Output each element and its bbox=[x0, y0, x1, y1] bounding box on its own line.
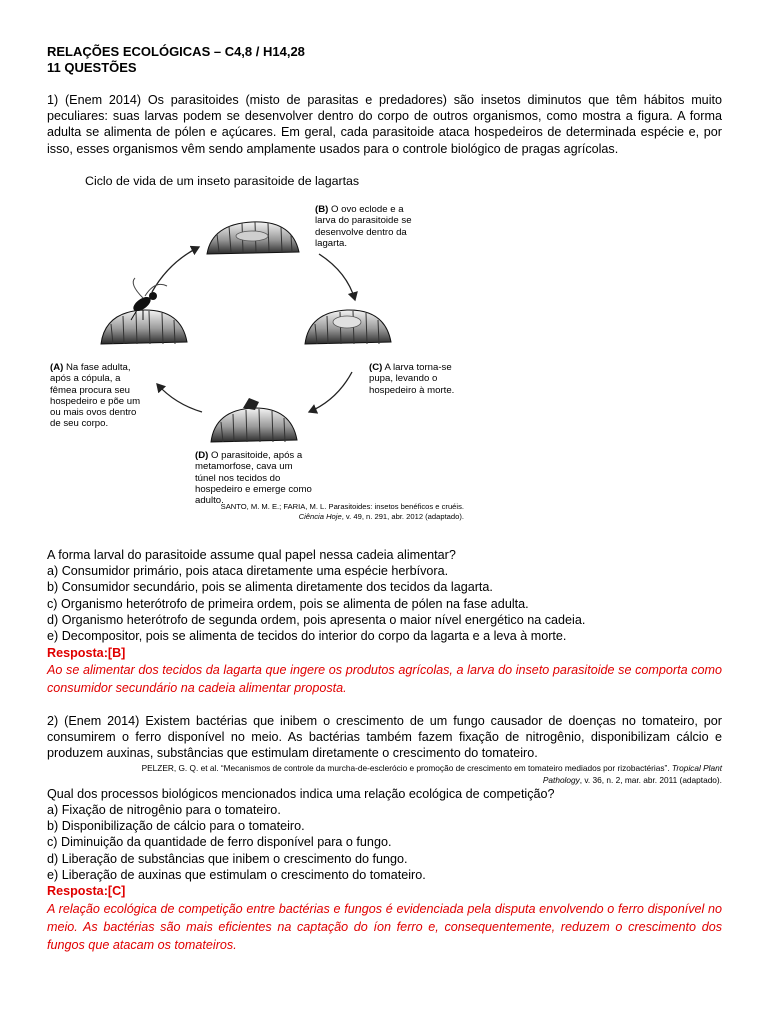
caption-b: (B) O ovo eclode e a larva do parasitoide se desenvolve dentro da lagarta. bbox=[315, 204, 412, 249]
q2-answer-label: Resposta:[C] bbox=[47, 884, 126, 899]
caterpillar-a-icon bbox=[101, 310, 187, 344]
q1-option-c: c) Organismo heterótrofo de primeira ordem, pois se alimenta de pólen na fase adulta. bbox=[47, 596, 529, 611]
life-cycle-figure bbox=[47, 172, 722, 524]
q2-option-d: d) Liberação de substâncias que inibem o crescimento do fungo. bbox=[47, 851, 408, 866]
cycle-arrow-d-a bbox=[157, 384, 202, 412]
q1-answer-text: Ao se alimentar dos tecidos da lagarta que ingere os produtos agrícolas, a larva do inseto parasitoide se comporta como consumidor secundário na cadeia alimentar proposta. bbox=[47, 662, 722, 695]
question-count: 11 QUESTÕES bbox=[47, 60, 137, 75]
cycle-arrow-c-d bbox=[309, 372, 352, 412]
q1-answer-label: Resposta:[B] bbox=[47, 645, 126, 660]
q2-intro: 2) (Enem 2014) Existem bactérias que inibem o crescimento de um fungo causador de doenças no tomateiro, por consumirem o ferro disponível no meio. As bactérias também fazem fixação de nitrogênio, disponibilizam cálcio e produzem auxinas, substâncias que estimulam diretamente o crescimento do tomateiro. bbox=[47, 713, 722, 761]
q1-option-d: d) Organismo heterótrofo de segunda ordem, pois apresenta o maior nível energético na cadeia. bbox=[47, 613, 586, 627]
q2-option-e: e) Liberação de auxinas que estimulam o crescimento do tomateiro. bbox=[47, 867, 426, 882]
q1-option-a: a) Consumidor primário, pois ataca diretamente uma espécie herbívora. bbox=[47, 564, 449, 579]
q2-option-c: c) Diminuição da quantidade de ferro disponível para o fungo. bbox=[47, 835, 392, 850]
document-title: RELAÇÕES ECOLÓGICAS – C4,8 / H14,28 bbox=[47, 44, 305, 59]
q2-option-b: b) Disponibilização de cálcio para o tomateiro. bbox=[47, 819, 305, 834]
q2-question: Qual dos processos biológicos mencionados indica uma relação ecológica de competição? bbox=[47, 786, 555, 801]
caption-a: (A) Na fase adulta, após a cópula, a fêmea procura seu hospedeiro e põe um ou mais ovos dentro de seu corpo. bbox=[50, 362, 141, 430]
q2-reference: PELZER, G. Q. et al. “Mecanismos de controle da murcha-de-esclerócio e promoção de crescimento em tomateiro mediados por rizobactérias”. Tropical Plant Pathology, v. 36, n. 2, mar. abr. 2011 (adaptado). bbox=[141, 762, 722, 785]
q1-option-b: b) Consumidor secundário, pois se alimenta diretamente dos tecidos da lagarta. bbox=[47, 580, 493, 595]
q1-question: A forma larval do parasitoide assume qual papel nessa cadeia alimentar? bbox=[47, 547, 456, 562]
caterpillar-c-icon bbox=[305, 310, 391, 344]
cycle-arrow-a-b bbox=[152, 247, 199, 292]
cycle-arrow-b-c bbox=[319, 254, 355, 300]
document-page bbox=[47, 44, 722, 954]
figure-source: SANTO, M. M. E.; FARIA, M. L. Parasitoides: insetos benéficos e cruéis. Ciência Hoje, v. 49, n. 291, abr. 2012 (adaptado). bbox=[220, 502, 464, 521]
q1-intro: 1) (Enem 2014) Os parasitoides (misto de parasitas e predadores) são insetos diminutos que têm hábitos muito peculiares: suas larvas podem se desenvolver dentro do corpo de outros organismos, como mostra a figura. A forma adulta se alimenta de pólen e açúcares. Em geral, cada parasitoide ataca hospedeiros de determinada espécie e, por isso, esses organismos vêm sendo amplamente usados para o controle biológico de pragas agrícolas. bbox=[47, 93, 722, 156]
q1-option-e: e) Decompositor, pois se alimenta de tecidos do interior do corpo da lagarta e a leva à morte. bbox=[47, 629, 567, 644]
q2-option-a: a) Fixação de nitrogênio para o tomateiro. bbox=[47, 802, 281, 817]
q2-answer-text: A relação ecológica de competição entre bactérias e fungos é evidenciada pela disputa envolvendo o ferro disponível no meio. As bactérias são mais eficientes na captação do íon ferro e, consequentemente, reduzem o crescimento dos fungos que atacam os tomateiros. bbox=[47, 901, 722, 952]
caterpillar-d-icon bbox=[211, 398, 297, 442]
caption-c: (C) A larva torna-se pupa, levando o hospedeiro à morte. bbox=[369, 362, 455, 396]
caption-d: (D) O parasitoide, após a metamorfose, cava um túnel nos tecidos do hospedeiro e emerge como adulto. bbox=[195, 450, 312, 507]
figure-title: Ciclo de vida de um inseto parasitoide de lagartas bbox=[85, 174, 360, 188]
caterpillar-b-icon bbox=[207, 222, 299, 254]
